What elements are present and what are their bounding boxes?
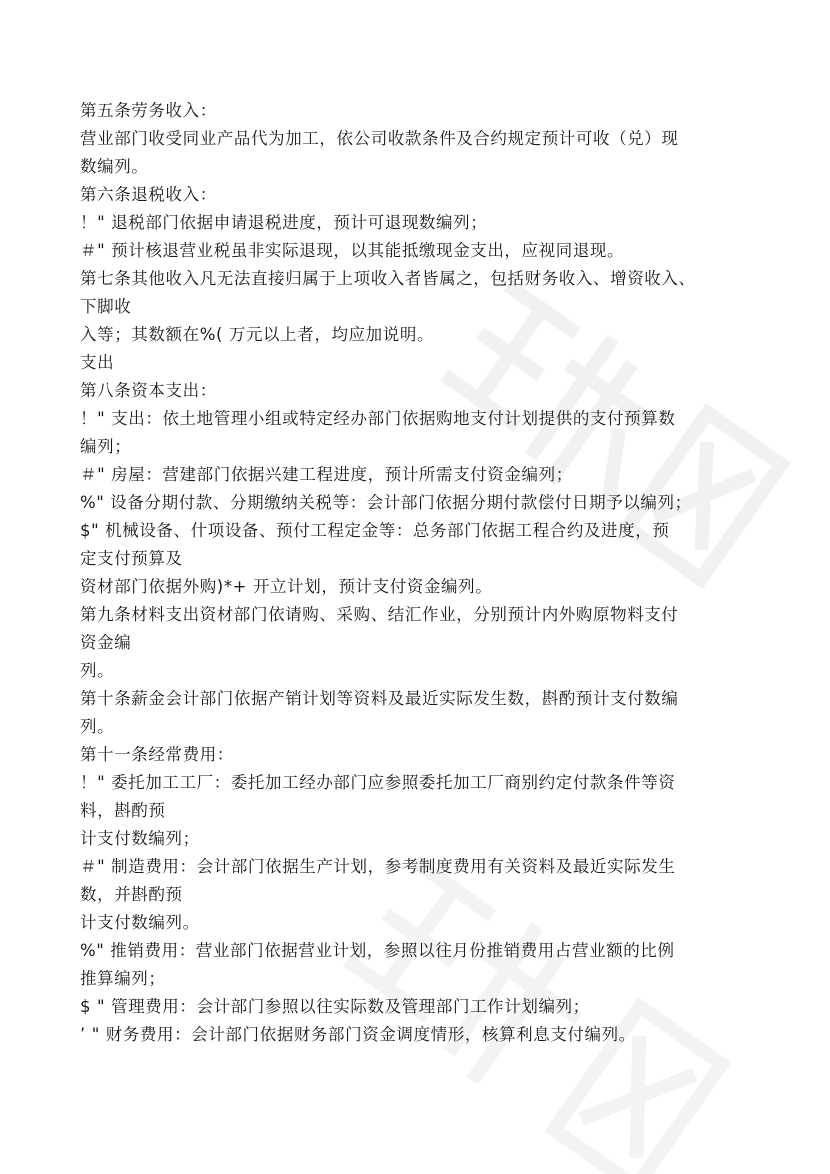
text-line: ＃" 预计核退营业税虽非实际退现，以其能抵缴现金支出，应视同退现。 bbox=[80, 241, 625, 260]
text-line: ！" 退税部门依据申请退税进度，预计可退现数编列； bbox=[80, 213, 488, 232]
text-line: 第八条资本支出： bbox=[80, 381, 217, 400]
text-line: 计支付数编列。 bbox=[80, 913, 200, 932]
text-line: 第五条劳务收入： bbox=[80, 101, 217, 120]
text-line: 第七条其他收入凡无法直接归属于上项收入者皆属之，包括财务收入、增资收入、 bbox=[80, 269, 696, 288]
text-line: ’ " 财务费用：会计部门依据财务部门资金调度情形，核算利息支付编列。 bbox=[80, 1025, 636, 1044]
text-line: ！" 支出：依土地管理小组或特定经办部门依据购地支付计划提供的支付预算数 bbox=[80, 409, 676, 428]
text-line: $" 机械设备、什项设备、预付工程定金等：总务部门依据工程合约及进度，预 bbox=[80, 521, 670, 540]
text-line: $ " 管理费用：会计部门参照以往实际数及管理部门工作计划编列； bbox=[80, 997, 590, 1016]
text-line: 资材部门依据外购)*+ 开立计划，预计支付资金编列。 bbox=[80, 577, 493, 596]
text-line: 第六条退税收入： bbox=[80, 185, 217, 204]
text-line: 计支付数编列； bbox=[80, 829, 200, 848]
text-line: 列。 bbox=[80, 717, 115, 736]
text-line: 下脚收 bbox=[80, 297, 132, 316]
text-line: 第九条材料支出资材部门依请购、采购、结汇作业，分别预计内外购原物料支付 bbox=[80, 605, 679, 624]
text-line: 推算编列； bbox=[80, 969, 166, 988]
text-line: 第十一条经常费用： bbox=[80, 745, 234, 764]
text-line: 第十条薪金会计部门依据产销计划等资料及最近实际发生数，斟酌预计支付数编 bbox=[80, 689, 679, 708]
document-body bbox=[80, 97, 760, 1049]
text-line: 数，并斟酌预 bbox=[80, 885, 183, 904]
text-line: %" 设备分期付款、分期缴纳关税等：会计部门依据分期付款偿付日期予以编列； bbox=[80, 493, 692, 512]
text-line: ＃" 制造费用：会计部门依据生产计划，参考制度费用有关资料及最近实际发生 bbox=[80, 857, 676, 876]
text-line: 编列； bbox=[80, 437, 132, 456]
text-line: 数编列。 bbox=[80, 157, 149, 176]
text-line: ＃" 房屋：营建部门依据兴建工程进度，预计所需支付资金编列； bbox=[80, 465, 573, 484]
text-line: ！" 委托加工工厂：委托加工经办部门应参照委托加工厂商别约定付款条件等资 bbox=[80, 773, 676, 792]
text-line: 营业部门收受同业产品代为加工，依公司收款条件及合约规定预计可收（兑）现 bbox=[80, 129, 679, 148]
text-line: 支出 bbox=[80, 353, 115, 372]
text-line: 料，斟酌预 bbox=[80, 801, 166, 820]
text-line: 入等；其数额在%( 万元以上者，均应加说明。 bbox=[80, 325, 435, 344]
text-line: 定支付预算及 bbox=[80, 549, 183, 568]
text-line: 列。 bbox=[80, 661, 115, 680]
text-line: %" 推销费用：营业部门依据营业计划，参照以往月份推销费用占营业额的比例 bbox=[80, 941, 675, 960]
text-line: 资金编 bbox=[80, 633, 132, 652]
